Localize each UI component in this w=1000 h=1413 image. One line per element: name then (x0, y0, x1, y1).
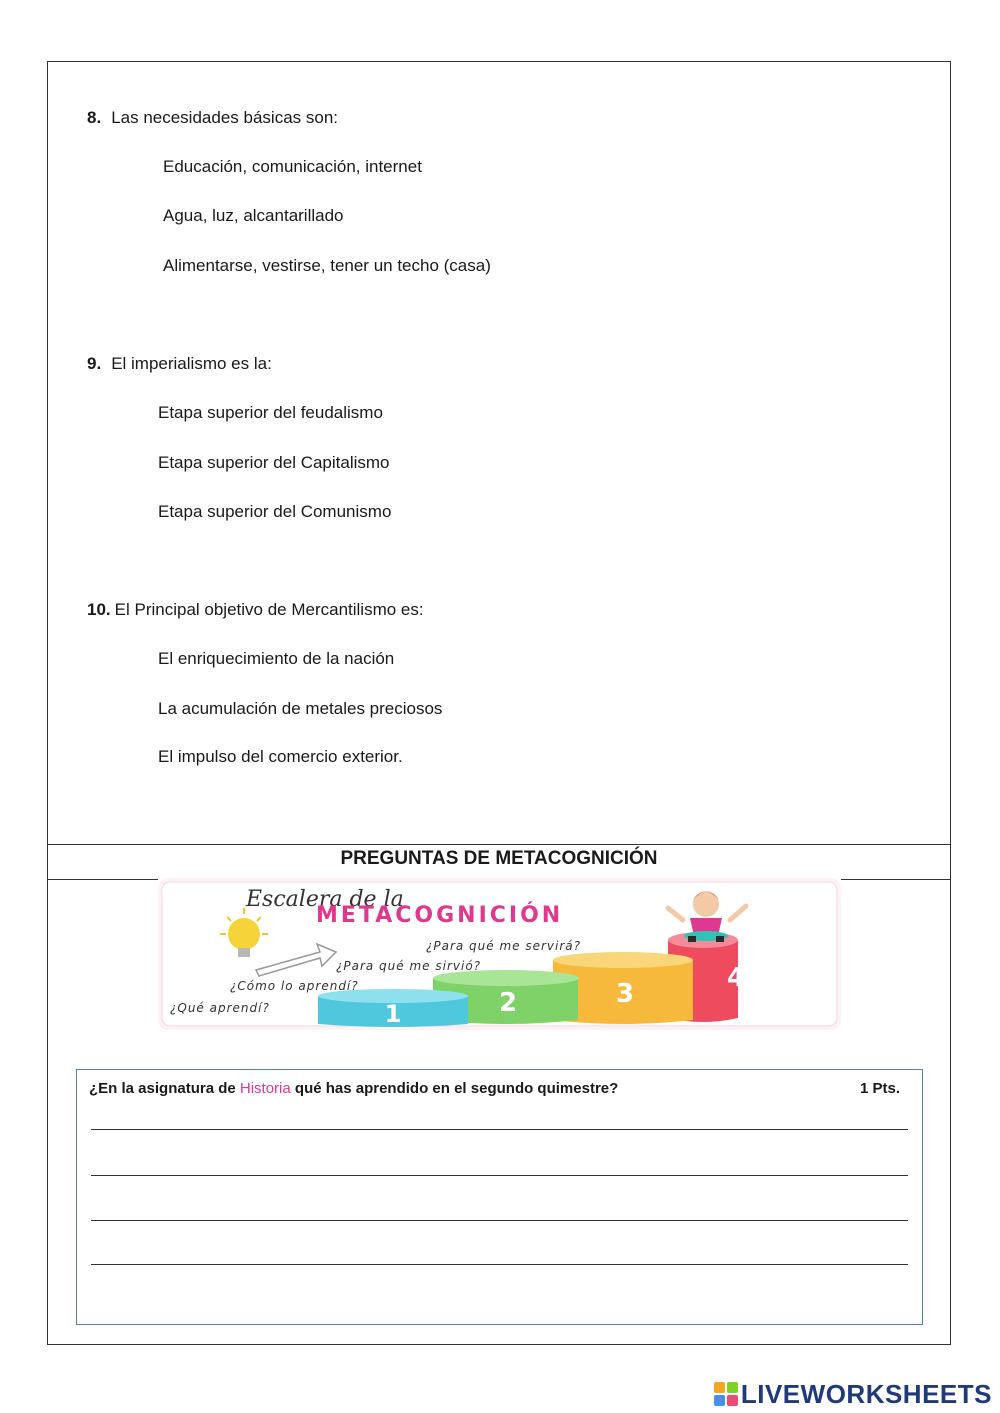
logo-text: LIVEWORKSHEETS (740, 1378, 992, 1409)
answer-line-4[interactable] (91, 1264, 908, 1265)
logo-square-2 (727, 1382, 738, 1393)
subject-highlight: Historia (239, 1080, 291, 1097)
svg-text:2: 2 (498, 988, 518, 1018)
q8-option-1[interactable]: Educación, comunicación, internet (163, 157, 422, 176)
question-9: 9. El imperialismo es la: (87, 354, 272, 373)
q9-option-2[interactable]: Etapa superior del Capitalismo (158, 453, 390, 472)
step-question-4: ¿Para qué me servirá? (426, 939, 582, 953)
reflection-question-box (76, 1069, 923, 1325)
svg-text:3: 3 (615, 979, 635, 1009)
logo-square-3 (714, 1395, 725, 1406)
q10-option-1[interactable]: El enriquecimiento de la nación (158, 649, 395, 668)
svg-text:1: 1 (384, 1000, 402, 1028)
q9-option-3[interactable]: Etapa superior del Comunismo (158, 502, 392, 521)
question-10: 10. El Principal objetivo de Mercantilismo es: (87, 600, 424, 619)
q10-option-3[interactable]: El impulso del comercio exterior. (158, 747, 403, 766)
points-label: 1 Pts. (859, 1080, 900, 1097)
answer-line-3[interactable] (91, 1220, 908, 1221)
q9-option-1[interactable]: Etapa superior del feudalismo (158, 403, 383, 422)
svg-text:4: 4 (726, 963, 746, 993)
step-question-2: ¿Cómo lo aprendí? (230, 979, 359, 993)
logo-square-4 (727, 1395, 738, 1406)
section-divider (47, 844, 951, 845)
logo-square-1 (714, 1382, 725, 1393)
title-underline-left (47, 879, 158, 880)
metacognition-staircase-image (158, 878, 841, 1030)
step-question-1: ¿Qué aprendí? (170, 1001, 270, 1015)
answer-line-2[interactable] (91, 1175, 908, 1176)
metacognition-title: PREGUNTAS DE METACOGNICIÓN (340, 848, 658, 869)
liveworksheets-logo (714, 1380, 992, 1408)
q8-option-3[interactable]: Alimentarse, vestirse, tener un techo (casa) (163, 256, 491, 275)
staircase-heading-script: Escalera de la (246, 887, 404, 912)
step-1 (318, 989, 468, 1028)
logo-mark-icon (714, 1382, 738, 1406)
step-question-3: ¿Para qué me sirvió? (336, 959, 482, 973)
answer-line-1[interactable] (91, 1129, 908, 1130)
question-8: 8. Las necesidades básicas son: (87, 108, 338, 127)
staircase-heading-main: METACOGNICIÓN (316, 903, 564, 928)
q10-option-2[interactable]: La acumulación de metales preciosos (158, 699, 443, 718)
title-underline-right (841, 879, 951, 880)
q8-option-2[interactable]: Agua, luz, alcantarillado (163, 206, 344, 225)
reflection-question: ¿En la asignatura de Historia qué has aprendido en el segundo quimestre? (89, 1080, 619, 1097)
